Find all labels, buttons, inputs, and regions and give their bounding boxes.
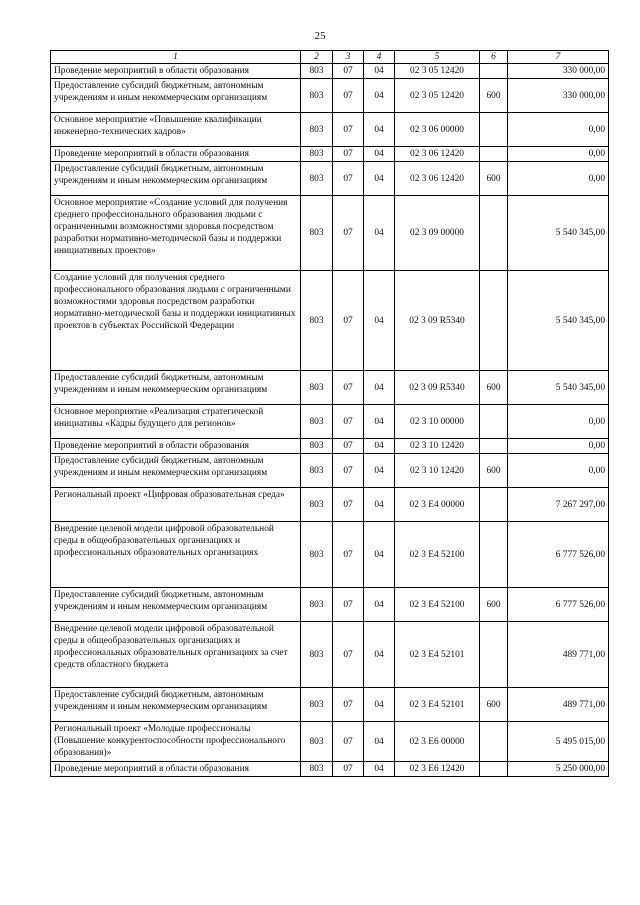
cell-rz: 07 [333,79,364,113]
cell-vr [480,64,508,79]
table-row [51,762,609,777]
cell-rz: 07 [333,522,364,588]
cell-vr [480,488,508,522]
cell-csr: 02 3 10 12420 [395,454,480,488]
cell-pr: 04 [364,79,395,113]
table-row [51,588,609,622]
cell-pr: 04 [364,147,395,162]
cell-grbs: 803 [301,271,333,371]
cell-sum: 6 777 526,00 [508,522,609,588]
header-cell: 1 [51,51,301,64]
cell-sum: 5 495 015,00 [508,722,609,762]
cell-rz: 07 [333,162,364,196]
cell-pr: 04 [364,64,395,79]
cell-csr: 02 3 06 00000 [395,113,480,147]
cell-name: Предоставление субсидий бюджетным, автономным учреждениям и иным некоммерческим организациям [51,162,301,196]
table-row [51,147,609,162]
table-row [51,622,609,688]
cell-vr [480,271,508,371]
cell-name: Предоставление субсидий бюджетным, автономным учреждениям и иным некоммерческим организациям [51,454,301,488]
cell-csr: 02 3 09 R5340 [395,371,480,405]
cell-vr [480,147,508,162]
cell-vr: 600 [480,454,508,488]
cell-pr: 04 [364,522,395,588]
header-cell: 4 [364,51,395,64]
cell-rz: 07 [333,762,364,777]
table-row [51,371,609,405]
cell-csr: 02 3 E4 52101 [395,622,480,688]
cell-pr: 04 [364,622,395,688]
cell-pr: 04 [364,762,395,777]
budget-table [50,50,609,777]
cell-vr [480,439,508,454]
cell-pr: 04 [364,113,395,147]
cell-csr: 02 3 05 12420 [395,79,480,113]
cell-csr: 02 3 06 12420 [395,147,480,162]
cell-name: Региональный проект «Молодые профессионалы (Повышение конкурентоспособности профессионального образования)» [51,722,301,762]
cell-name: Предоставление субсидий бюджетным, автономным учреждениям и иным некоммерческим организациям [51,371,301,405]
cell-csr: 02 3 E6 00000 [395,722,480,762]
cell-grbs: 803 [301,488,333,522]
cell-vr: 600 [480,162,508,196]
cell-csr: 02 3 10 12420 [395,439,480,454]
cell-pr: 04 [364,439,395,454]
cell-name: Проведение мероприятий в области образования [51,762,301,777]
cell-sum: 0,00 [508,439,609,454]
cell-pr: 04 [364,196,395,271]
table-row [51,64,609,79]
cell-name: Создание условий для получения среднего профессионального образования людьми с ограниченными возможностями здоровья посредством разработки нормативно-методической базы и поддержки инициативных проектов в субъектах Российской Федерации [51,271,301,371]
cell-csr: 02 3 E6 12420 [395,762,480,777]
cell-csr: 02 3 06 12420 [395,162,480,196]
cell-sum: 5 250 000,00 [508,762,609,777]
cell-name: Внедрение целевой модели цифровой образовательной среды в общеобразовательных организациях и профессиональных образовательных организациях за счет средств областного бюджета [51,622,301,688]
header-cell: 3 [333,51,364,64]
cell-vr: 600 [480,588,508,622]
cell-pr: 04 [364,488,395,522]
cell-pr: 04 [364,688,395,722]
cell-csr: 02 3 05 12420 [395,64,480,79]
cell-sum: 5 540 345,00 [508,371,609,405]
cell-grbs: 803 [301,722,333,762]
cell-rz: 07 [333,488,364,522]
cell-sum: 0,00 [508,454,609,488]
cell-csr: 02 3 09 R5340 [395,271,480,371]
cell-csr: 02 3 E4 52100 [395,588,480,622]
cell-name: Региональный проект «Цифровая образовательная среда» [51,488,301,522]
cell-sum: 6 777 526,00 [508,588,609,622]
cell-rz: 07 [333,439,364,454]
cell-grbs: 803 [301,688,333,722]
cell-sum: 330 000,00 [508,79,609,113]
cell-csr: 02 3 E4 52101 [395,688,480,722]
cell-name: Основное мероприятие «Создание условий для получения среднего профессионального образования людьми с ограниченными возможностями здоровья посредством разработки нормативно-методической базы и поддержки инициативных проектов» [51,196,301,271]
header-cell: 7 [508,51,609,64]
cell-rz: 07 [333,371,364,405]
cell-sum: 5 540 345,00 [508,196,609,271]
cell-rz: 07 [333,454,364,488]
cell-rz: 07 [333,722,364,762]
header-cell: 2 [301,51,333,64]
cell-csr: 02 3 E4 00000 [395,488,480,522]
cell-vr [480,522,508,588]
table-row [51,79,609,113]
cell-rz: 07 [333,405,364,439]
cell-name: Проведение мероприятий в области образования [51,147,301,162]
cell-vr: 600 [480,79,508,113]
cell-grbs: 803 [301,405,333,439]
table-row [51,162,609,196]
cell-grbs: 803 [301,522,333,588]
cell-sum: 489 771,00 [508,622,609,688]
cell-sum: 0,00 [508,113,609,147]
cell-rz: 07 [333,688,364,722]
cell-vr: 600 [480,371,508,405]
cell-csr: 02 3 E4 52100 [395,522,480,588]
table-row [51,271,609,371]
table-row [51,522,609,588]
cell-vr [480,622,508,688]
cell-vr [480,196,508,271]
cell-rz: 07 [333,588,364,622]
cell-vr [480,113,508,147]
cell-vr [480,722,508,762]
table-row [51,722,609,762]
cell-pr: 04 [364,454,395,488]
cell-grbs: 803 [301,113,333,147]
cell-vr: 600 [480,688,508,722]
cell-grbs: 803 [301,147,333,162]
table-row [51,196,609,271]
cell-pr: 04 [364,271,395,371]
cell-grbs: 803 [301,79,333,113]
cell-name: Внедрение целевой модели цифровой образовательной среды в общеобразовательных организациях и профессиональных образовательных организациях [51,522,301,588]
cell-grbs: 803 [301,371,333,405]
cell-csr: 02 3 10 00000 [395,405,480,439]
cell-name: Основное мероприятие «Повышение квалификации инженерно-технических кадров» [51,113,301,147]
cell-grbs: 803 [301,454,333,488]
table-row [51,405,609,439]
cell-csr: 02 3 09 00000 [395,196,480,271]
cell-name: Предоставление субсидий бюджетным, автономным учреждениям и иным некоммерческим организациям [51,588,301,622]
cell-name: Проведение мероприятий в области образования [51,64,301,79]
table-row [51,113,609,147]
cell-vr [480,762,508,777]
cell-grbs: 803 [301,588,333,622]
cell-pr: 04 [364,371,395,405]
cell-vr [480,405,508,439]
table-row [51,439,609,454]
cell-pr: 04 [364,405,395,439]
cell-rz: 07 [333,271,364,371]
cell-grbs: 803 [301,64,333,79]
cell-grbs: 803 [301,622,333,688]
page-number: 25 [314,30,326,42]
cell-pr: 04 [364,722,395,762]
cell-name: Предоставление субсидий бюджетным, автономным учреждениям и иным некоммерческим организациям [51,79,301,113]
cell-grbs: 803 [301,162,333,196]
cell-rz: 07 [333,147,364,162]
cell-grbs: 803 [301,196,333,271]
cell-sum: 5 540 345,00 [508,271,609,371]
cell-rz: 07 [333,196,364,271]
cell-pr: 04 [364,162,395,196]
cell-sum: 0,00 [508,162,609,196]
table-row [51,454,609,488]
header-cell: 6 [480,51,508,64]
cell-sum: 489 771,00 [508,688,609,722]
cell-name: Проведение мероприятий в области образования [51,439,301,454]
cell-rz: 07 [333,622,364,688]
cell-rz: 07 [333,113,364,147]
cell-sum: 0,00 [508,405,609,439]
cell-sum: 0,00 [508,147,609,162]
table-row [51,488,609,522]
cell-grbs: 803 [301,439,333,454]
cell-name: Предоставление субсидий бюджетным, автономным учреждениям и иным некоммерческим организациям [51,688,301,722]
cell-sum: 7 267 297,00 [508,488,609,522]
cell-name: Основное мероприятие «Реализация стратегической инициативы «Кадры будущего для регионов» [51,405,301,439]
header-row [51,51,609,64]
cell-pr: 04 [364,588,395,622]
table-row [51,688,609,722]
cell-sum: 330 000,00 [508,64,609,79]
cell-rz: 07 [333,64,364,79]
cell-grbs: 803 [301,762,333,777]
header-cell: 5 [395,51,480,64]
